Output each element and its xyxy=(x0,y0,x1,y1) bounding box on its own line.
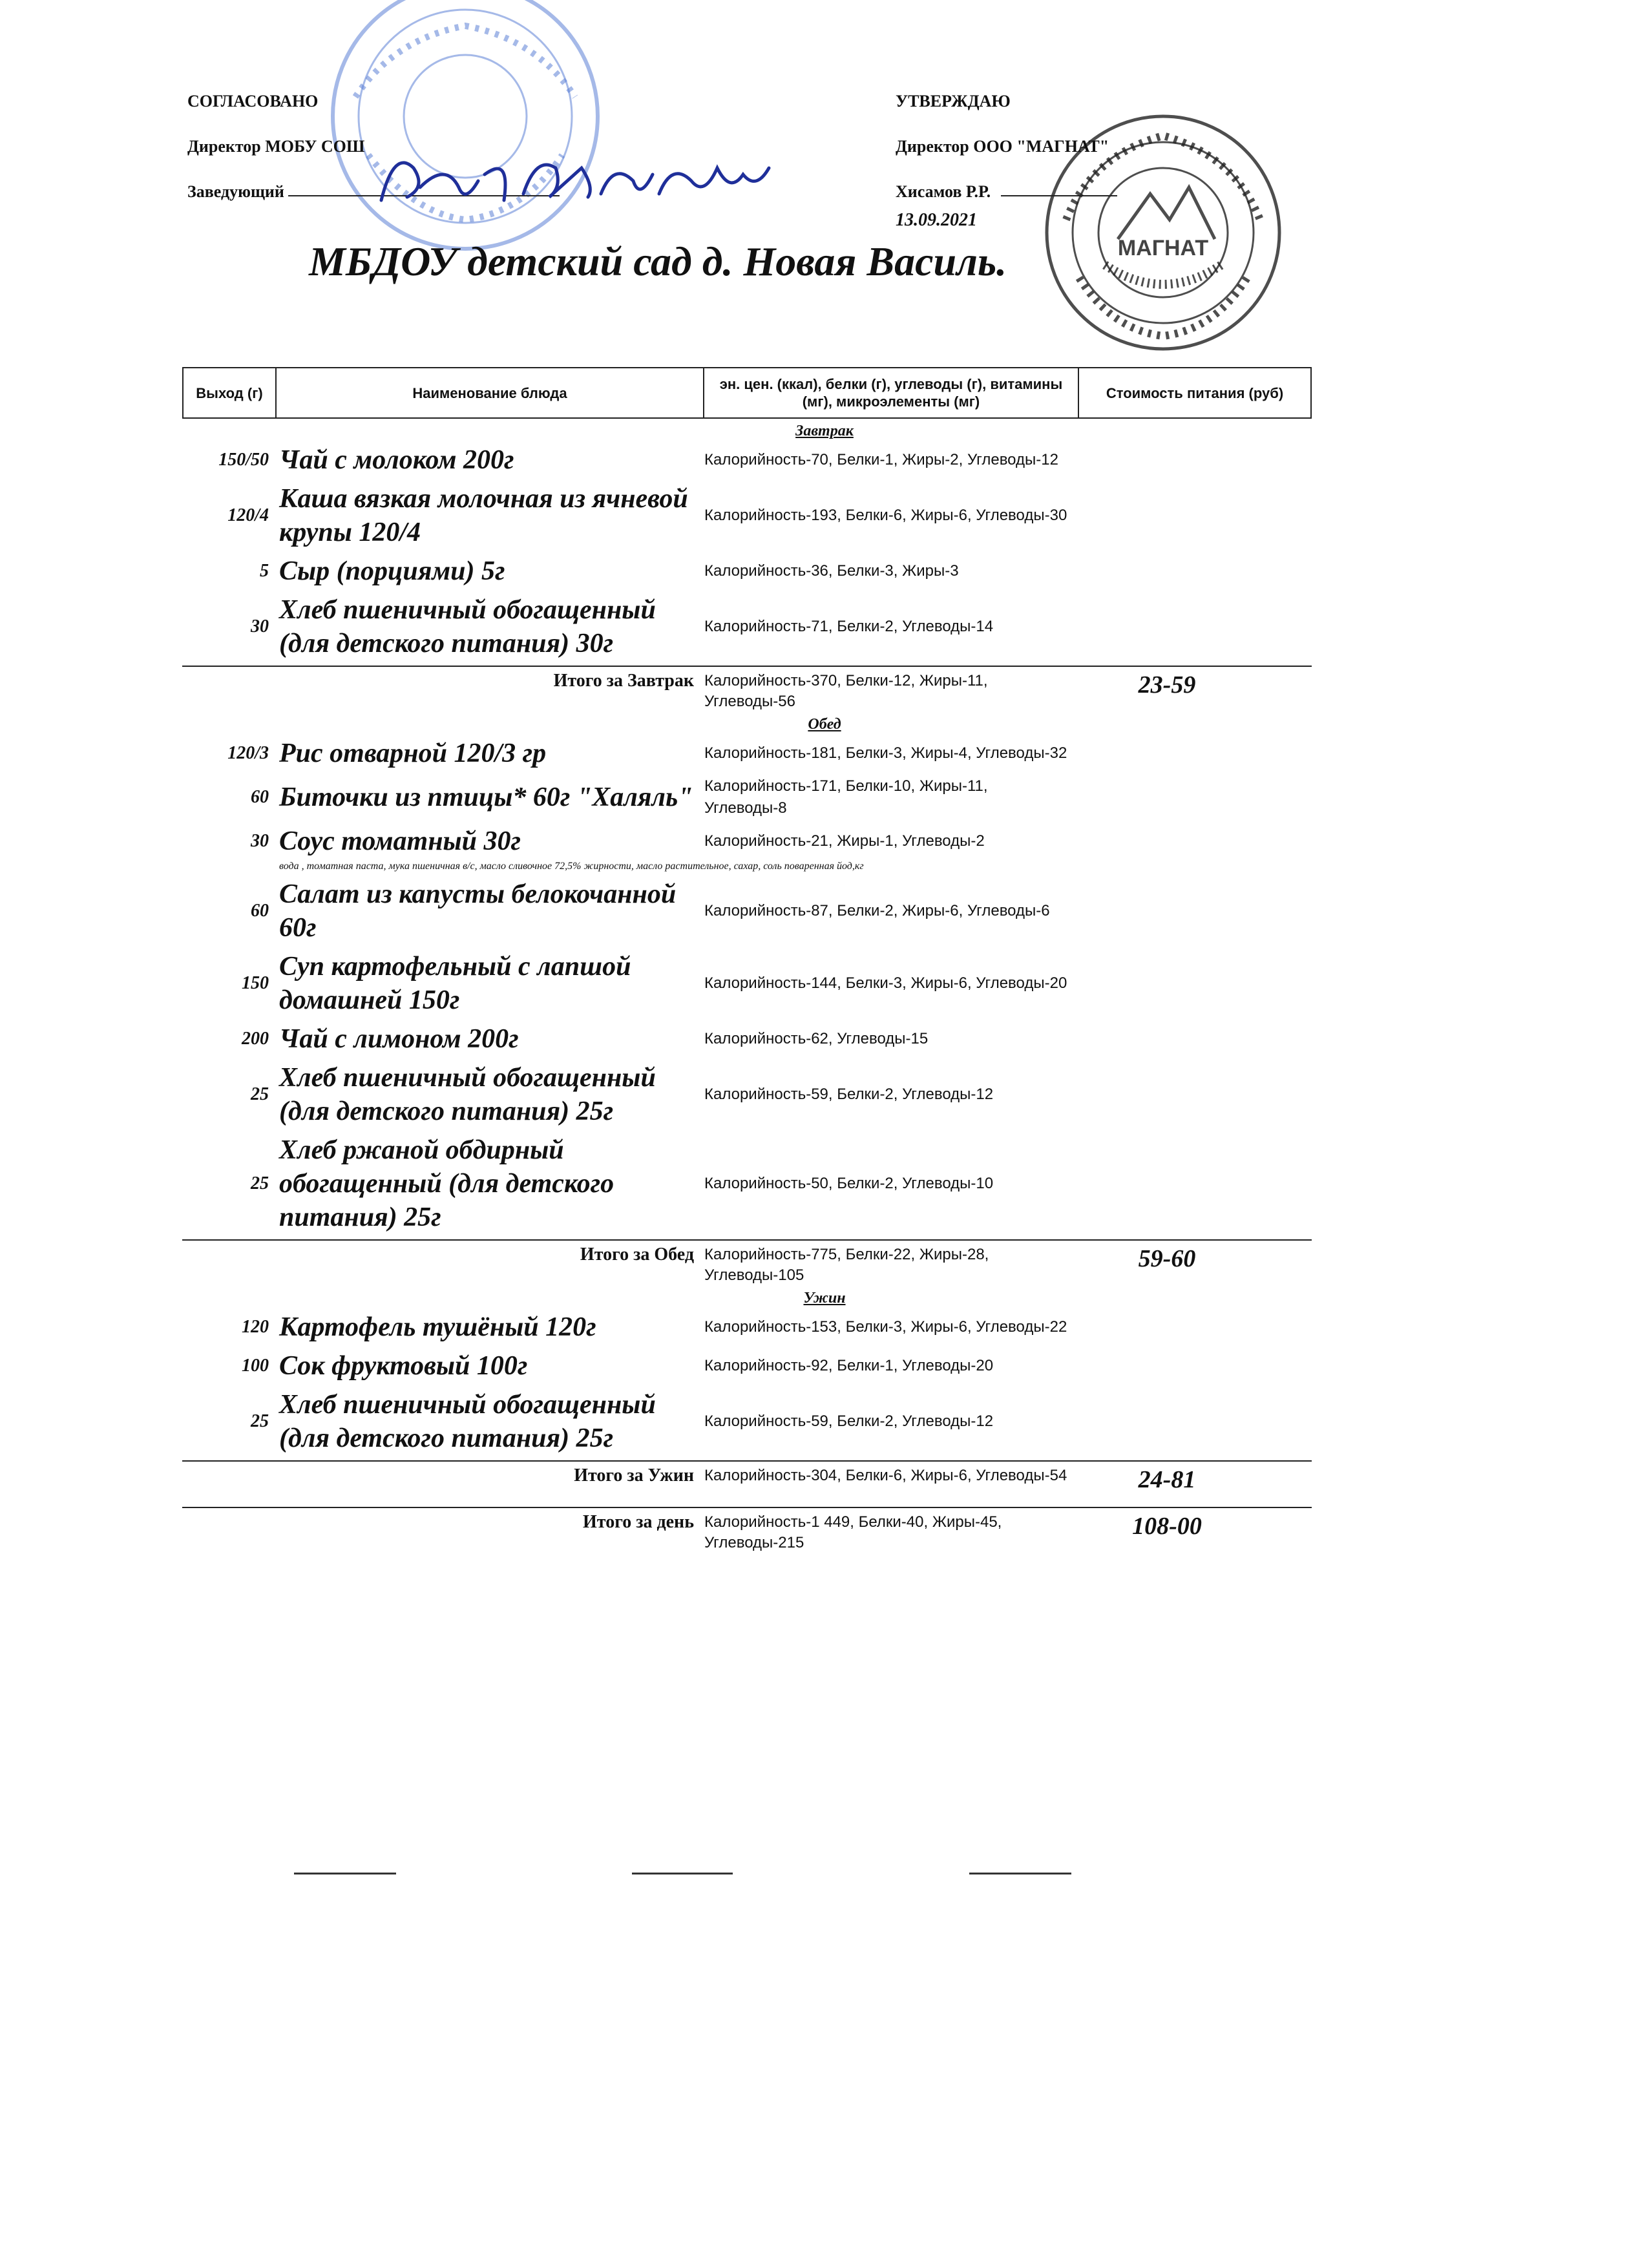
menu-row xyxy=(182,482,1312,549)
bottom-signature-line-2 xyxy=(632,1873,733,1874)
item-nutrition: Калорийность-62, Углеводы-15 xyxy=(704,1030,929,1047)
day-total-row xyxy=(182,1507,1312,1553)
section-total-cost: 23-59 xyxy=(1138,671,1196,698)
item-nutrition: Калорийность-70, Белки-1, Жиры-2, Углеводы-12 xyxy=(704,451,1058,468)
item-qty: 30 xyxy=(251,831,269,851)
table-header xyxy=(182,367,1312,419)
menu-row xyxy=(182,1349,1312,1383)
item-qty: 25 xyxy=(251,1173,269,1193)
item-dish-name: Биточки из птицы* 60г "Халяль" xyxy=(279,782,693,812)
section-title: Завтрак xyxy=(795,423,854,439)
item-qty: 30 xyxy=(251,616,269,636)
right-header-line1: УТВЕРЖДАЮ xyxy=(896,92,1011,110)
menu-row xyxy=(182,824,1312,858)
day-total-nutrition: Калорийность-1 449, Белки-40, Жиры-45, Углеводы-215 xyxy=(704,1513,1002,1551)
menu-row xyxy=(182,554,1312,588)
item-dish-name: Хлеб пшеничный обогащенный (для детского питания) 25г xyxy=(279,1390,656,1453)
menu-row xyxy=(182,737,1312,770)
item-qty: 150/50 xyxy=(218,450,269,470)
item-nutrition: Калорийность-50, Белки-2, Углеводы-10 xyxy=(704,1175,994,1192)
item-nutrition: Калорийность-36, Белки-3, Жиры-3 xyxy=(704,562,959,580)
section-total-row xyxy=(182,666,1312,712)
right-header-line3: Хисамов Р.Р. xyxy=(896,182,991,201)
col-cost-header: Стоимость питания (руб) xyxy=(1106,384,1284,401)
item-qty: 120/4 xyxy=(227,505,269,525)
menu-row xyxy=(182,1022,1312,1056)
item-nutrition: Калорийность-71, Белки-2, Углеводы-14 xyxy=(704,618,994,635)
item-dish-name: Салат из капусты белокочанной 60г xyxy=(279,879,677,943)
section-total-nutrition: Калорийность-304, Белки-6, Жиры-6, Углеводы-54 xyxy=(704,1467,1067,1484)
item-nutrition: Калорийность-59, Белки-2, Углеводы-12 xyxy=(704,1412,994,1430)
item-qty: 25 xyxy=(251,1084,269,1104)
item-dish-name: Сыр (порциями) 5г xyxy=(279,556,505,586)
item-qty: 60 xyxy=(251,901,269,921)
day-total-cost: 108-00 xyxy=(1132,1513,1202,1540)
item-dish-name: Чай с лимоном 200г xyxy=(279,1024,519,1054)
item-dish-name: Картофель тушёный 120г xyxy=(279,1312,596,1342)
item-dish-name: Суп картофельный с лапшой домашней 150г xyxy=(279,952,631,1015)
approval-date: 13.09.2021 xyxy=(896,210,977,230)
section-total-cost: 24-81 xyxy=(1138,1466,1196,1493)
menu-row xyxy=(182,877,1312,945)
item-nutrition: Калорийность-87, Белки-2, Жиры-6, Углеводы-6 xyxy=(704,902,1050,919)
menu-row xyxy=(182,1310,1312,1344)
day-total-label: Итого за день xyxy=(583,1512,694,1532)
item-nutrition: Калорийность-193, Белки-6, Жиры-6, Углеводы-30 xyxy=(704,507,1067,524)
item-composition: вода , томатная паста, мука пшеничная в/с, масло сливочное 72,5% жирности, масло растительное, сахар, соль поваренная йод,кг xyxy=(279,861,864,872)
section-title: Ужин xyxy=(803,1290,846,1307)
item-qty: 60 xyxy=(251,787,269,807)
item-qty: 25 xyxy=(251,1411,269,1431)
approval-right-block xyxy=(896,83,1117,236)
section-total-row xyxy=(182,1460,1312,1494)
menu-table xyxy=(182,367,1312,1553)
right-header-line2: Директор ООО "МАГНАТ" xyxy=(896,137,1109,156)
section-total-row xyxy=(182,1239,1312,1286)
item-qty: 120 xyxy=(242,1317,269,1337)
item-dish-name: Чай с молоком 200г xyxy=(279,445,514,475)
menu-row xyxy=(182,1388,1312,1455)
menu-row xyxy=(182,593,1312,660)
item-dish-name: Хлеб пшеничный обогащенный (для детского питания) 30г xyxy=(279,595,656,658)
item-nutrition: Калорийность-59, Белки-2, Углеводы-12 xyxy=(704,1086,994,1103)
bottom-signature-line-3 xyxy=(969,1873,1071,1874)
section-total-label: Итого за Обед xyxy=(580,1244,694,1265)
section-total-nutrition: Калорийность-775, Белки-22, Жиры-28, Углеводы-105 xyxy=(704,1246,989,1284)
menu-row xyxy=(182,1133,1312,1234)
item-dish-name: Соус томатный 30г xyxy=(279,826,521,856)
section-title: Обед xyxy=(808,716,841,733)
menu-row xyxy=(182,775,1312,819)
item-nutrition: Калорийность-153, Белки-3, Жиры-6, Углеводы-22 xyxy=(704,1318,1067,1336)
col-qty-header: Выход (г) xyxy=(184,368,277,417)
section-total-nutrition: Калорийность-370, Белки-12, Жиры-11, Углеводы-56 xyxy=(704,672,988,710)
col-dish-header: Наименование блюда xyxy=(277,368,704,417)
item-dish-name: Хлеб ржаной обдирный обогащенный (для детского питания) 25г xyxy=(279,1135,614,1232)
item-nutrition: Калорийность-21, Жиры-1, Углеводы-2 xyxy=(704,832,985,850)
item-dish-name: Каша вязкая молочная из ячневой крупы 120/4 xyxy=(279,484,688,547)
section-total-cost: 59-60 xyxy=(1138,1245,1196,1272)
item-qty: 100 xyxy=(242,1356,269,1376)
page-title: МБДОУ детский сад д. Новая Василь. xyxy=(309,238,1007,284)
right-signature-underline xyxy=(1001,190,1117,196)
menu-sections xyxy=(182,419,1312,1494)
left-header-line1: СОГЛАСОВАНО xyxy=(187,92,319,110)
item-dish-name: Сок фруктовый 100г xyxy=(279,1351,528,1381)
col-nutrition-header: эн. цен. (ккал), белки (г), углеводы (г), витамины (мг), микроэлементы (мг) xyxy=(704,368,1079,417)
bottom-signature-line-1 xyxy=(294,1873,396,1874)
item-nutrition: Калорийность-144, Белки-3, Жиры-6, Углеводы-20 xyxy=(704,974,1067,992)
item-qty: 5 xyxy=(260,561,269,581)
menu-row xyxy=(182,443,1312,477)
section-total-label: Итого за Ужин xyxy=(574,1465,694,1486)
item-qty: 120/3 xyxy=(227,743,269,763)
left-header-line2: Директор МОБУ СОШ xyxy=(187,137,365,156)
left-header-line3: Заведующий xyxy=(187,182,284,201)
handwritten-signature-icon xyxy=(368,142,795,213)
right-stamp-label: МАГНАТ xyxy=(1117,236,1209,260)
item-dish-name: Хлеб пшеничный обогащенный (для детского питания) 25г xyxy=(279,1063,656,1126)
item-qty: 150 xyxy=(242,973,269,993)
item-nutrition: Калорийность-181, Белки-3, Жиры-4, Углеводы-32 xyxy=(704,744,1067,762)
item-dish-name: Рис отварной 120/3 гр xyxy=(279,739,547,768)
section-total-label: Итого за Завтрак xyxy=(553,671,694,691)
menu-row xyxy=(182,1061,1312,1128)
item-qty: 200 xyxy=(242,1029,269,1049)
menu-row xyxy=(182,950,1312,1017)
item-nutrition: Калорийность-171, Белки-10, Жиры-11, Углеводы-8 xyxy=(704,777,988,817)
item-nutrition: Калорийность-92, Белки-1, Углеводы-20 xyxy=(704,1357,994,1374)
